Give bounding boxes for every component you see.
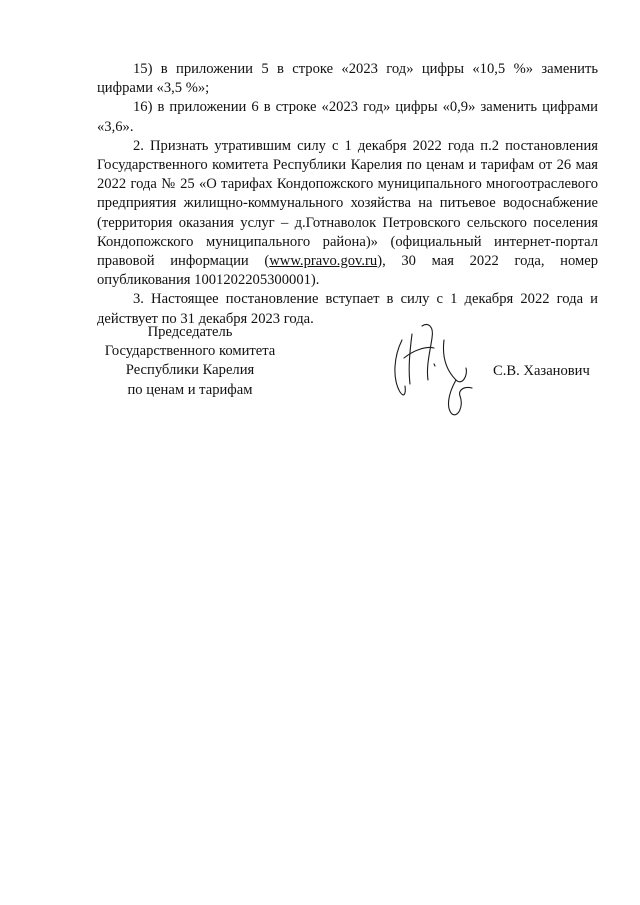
handwritten-signature-icon [388, 316, 488, 422]
clause-2-text: 2. Признать утратившим силу с 1 декабря 2022 года п.2 постановления Государственного комитета Республики Карелия по ценам и тарифам от 26 мая 2022 года № 25 «О тарифах Кондопожского муниципального многоотраслевого предприятия жилищно-коммунального хозяйства на питьевое водоснабжение (территория оказания услуг – д.Готнаволок Петровского сельского поселения Кондопожского муниципального района)» (официальный интернет-портал правовой информации ( [97, 137, 598, 270]
signatory-title-line-2: Государственного комитета [104, 343, 276, 360]
signatory-title-line-3: Республики Карелия [125, 362, 255, 379]
paragraph-clause-3: 3. Настоящее постановление вступает в силу с 1 декабря 2022 года и действует по 31 декабря 2023 года. [97, 291, 598, 327]
paragraph-clause-2 [97, 137, 598, 291]
clause-2-text-end: ), 30 мая 2022 года, номер опубликования 1001202205300001). [97, 253, 599, 289]
signatory-name: С.В. Хазанович [493, 363, 590, 379]
signatory-title-line-4: по ценам и тарифам [127, 381, 253, 398]
document-body [97, 60, 598, 329]
paragraph-item-16: 16) в приложении 6 в строке «2023 год» цифры «0,9» заменить цифрами «3,6». [97, 99, 598, 135]
pravo-gov-link[interactable]: www.pravo.gov.ru [269, 253, 378, 270]
paragraph-item-15: 15) в приложении 5 в строке «2023 год» цифры «10,5 %» заменить цифрами «3,5 %»; [97, 61, 598, 97]
signatory-title [92, 323, 288, 400]
signatory-title-line-1: Председатель [147, 324, 233, 340]
